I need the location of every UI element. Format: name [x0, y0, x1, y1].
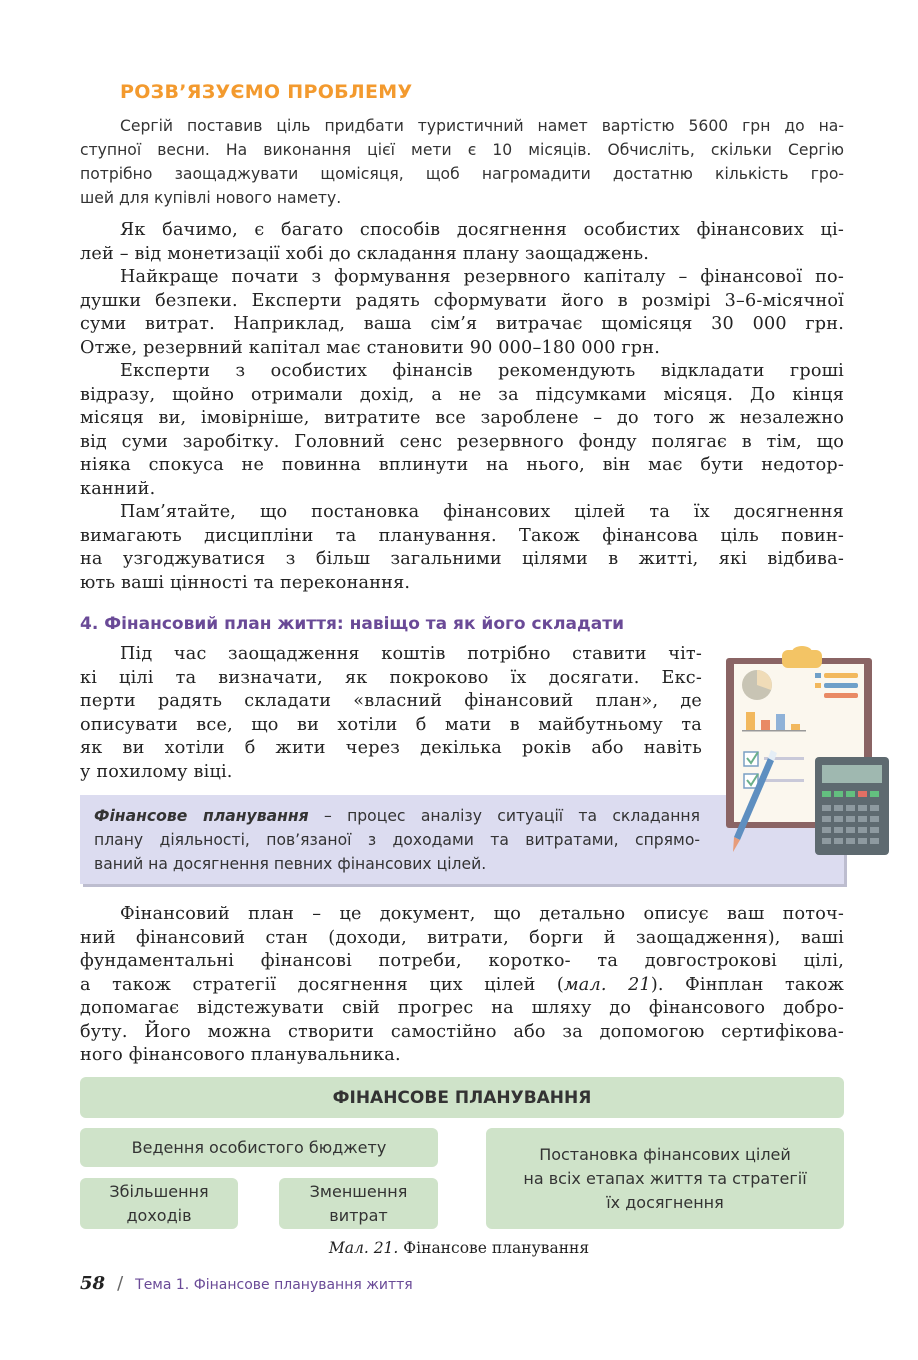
problem-text [80, 114, 844, 210]
page-number: 58 [80, 1273, 106, 1294]
footer-separator: / [117, 1273, 124, 1294]
problem-heading: РОЗВ’ЯЗУЄМО ПРОБЛЕМУ [120, 81, 413, 103]
text-line: місяця ви, імовірніше, витратите все зароблене – до того ж незалежно [80, 408, 844, 428]
text-line: допомагає відстежувати свій прогрес на шляху до фінансового добро- [80, 998, 844, 1018]
text-line: вимагають дисципліни та планування. Також фінансова ціль повин- [80, 525, 844, 546]
text-line: Експерти з особистих фінансів рекомендують відкладати гроші [120, 361, 844, 381]
definition-line: ваний на досягнення певних фінансових цілей. [94, 855, 487, 873]
text-line: буту. Його можна створити самостійно або за допомогою сертифікова- [80, 1021, 844, 1042]
diagram-goals-line: Постановка фінансових цілей [539, 1144, 791, 1164]
text-line: від суми заробітку. Головний сенс резервного фонду полягає в тім, що [80, 431, 844, 452]
text-segment: а також стратегії досягнення цих цілей ( [80, 974, 564, 995]
text-line: описувати все, що ви хотіли б мати в майбутньому та [80, 714, 702, 735]
pie-chart-icon [742, 670, 772, 700]
problem-line: шей для купівлі нового намету. [80, 189, 342, 207]
problem-line: ступної весни. На виконання цієї мети є 10 місяців. Обчисліть, скільки Сергію [80, 141, 844, 159]
caption-text: Фінансове планування [398, 1239, 590, 1257]
paragraph [80, 219, 844, 266]
diagram-title: ФІНАНСОВЕ ПЛАНУВАННЯ [332, 1087, 592, 1108]
diagram-decrease-box [279, 1178, 438, 1229]
body-text [80, 219, 844, 595]
text-line: перти радять складати «власний фінансовий план», де [80, 691, 702, 711]
text-line: Найкраще почати з формування резервного капіталу – фінансової по- [120, 267, 844, 287]
plan-paragraph [80, 903, 844, 1068]
text-line: канний. [80, 478, 156, 499]
diagram-title-box [80, 1077, 844, 1118]
section-heading: 4. Фінансовий план життя: навіщо та як його складати [80, 614, 624, 634]
text-line: Як бачимо, є багато способів досягнення особистих фінансових ці- [120, 220, 844, 240]
text-line: ний фінансовий стан (доходи, витрати, борги й заощадження), ваші [80, 927, 844, 948]
definition-text: – процес аналізу ситуації та складання [308, 807, 700, 825]
text-line [80, 974, 844, 998]
text-line: ніяка спокуса не повинна вплинути на нього, він має бути недотор- [80, 455, 844, 475]
paragraph [80, 501, 844, 595]
calculator-icon [815, 757, 889, 855]
text-line: відразу, щойно отримали дохід, а не за підсумками місяця. До кінця [80, 384, 844, 405]
text-line: у похилому віці. [80, 761, 233, 782]
text-line: суми витрат. Наприклад, ваша сім’я витрачає щомісяця 30 000 грн. [80, 314, 844, 334]
diagram-budget-box [80, 1128, 438, 1167]
text-line: Фінансовий план – це документ, що детально описує ваш поточ- [120, 904, 844, 924]
diagram-decrease-line: Зменшення [309, 1181, 408, 1201]
diagram-goals-line: на всіх етапах життя та стратегії [523, 1168, 807, 1188]
diagram-increase-box [80, 1178, 238, 1229]
text-line: фундаментальні фінансові потреби, коротко- та довгострокові цілі, [80, 951, 844, 971]
caption-prefix: Мал. 21. [328, 1239, 399, 1257]
text-segment: ). Фінплан також [650, 974, 844, 995]
footer-topic: Тема 1. Фінансове планування життя [135, 1277, 413, 1293]
problem-line: потрібно заощаджувати щомісяця, щоб нагромадити достатню кількість гро- [80, 165, 844, 183]
text-line: Під час заощадження коштів потрібно ставити чіт- [120, 644, 702, 664]
paragraph [80, 266, 844, 360]
figure-reference: мал. 21 [564, 974, 651, 995]
diagram-increase-line: Збільшення [109, 1181, 209, 1201]
problem-line: Сергій поставив ціль придбати туристичний намет вартістю 5600 грн до на- [120, 117, 844, 135]
paragraph [80, 360, 844, 501]
text-line: Отже, резервний капітал має становити 90 000–180 000 грн. [80, 337, 660, 358]
definition-line: плану діяльності, пов’язаної з доходами та витратами, спрямо- [94, 831, 700, 849]
diagram-increase-line: доходів [126, 1205, 192, 1225]
definition-line [94, 804, 700, 828]
page-footer [80, 1273, 413, 1294]
diagram-goals-line: їх досягнення [606, 1192, 724, 1212]
text-line: ного фінансового планувальника. [80, 1045, 401, 1065]
text-line: душки безпеки. Експерти радять сформувати його в розмірі 3–6-місячної [80, 290, 844, 311]
diagram-decrease-line: витрат [329, 1205, 388, 1225]
financial-planning-illustration [720, 640, 895, 865]
text-line: на узгоджуватися з більш загальними цілями в житті, які відбива- [80, 549, 844, 569]
diagram-budget-label: Ведення особистого бюджету [131, 1138, 387, 1157]
figure-caption [0, 1239, 918, 1257]
text-line: кі цілі та визначати, як покроково їх досягати. Екс- [80, 667, 702, 688]
text-line: лей – від монетизації хобі до складання плану заощаджень. [80, 243, 650, 264]
diagram-goals-box [486, 1128, 844, 1229]
text-line: ють ваші цінності та переконання. [80, 572, 411, 593]
text-line: Пам’ятайте, що постановка фінансових цілей та їх досягнення [120, 502, 844, 522]
section-intro [80, 643, 702, 784]
definition-term: Фінансове планування [94, 807, 309, 825]
text-line: як ви хотіли б жити через декілька років або навіть [80, 738, 702, 758]
